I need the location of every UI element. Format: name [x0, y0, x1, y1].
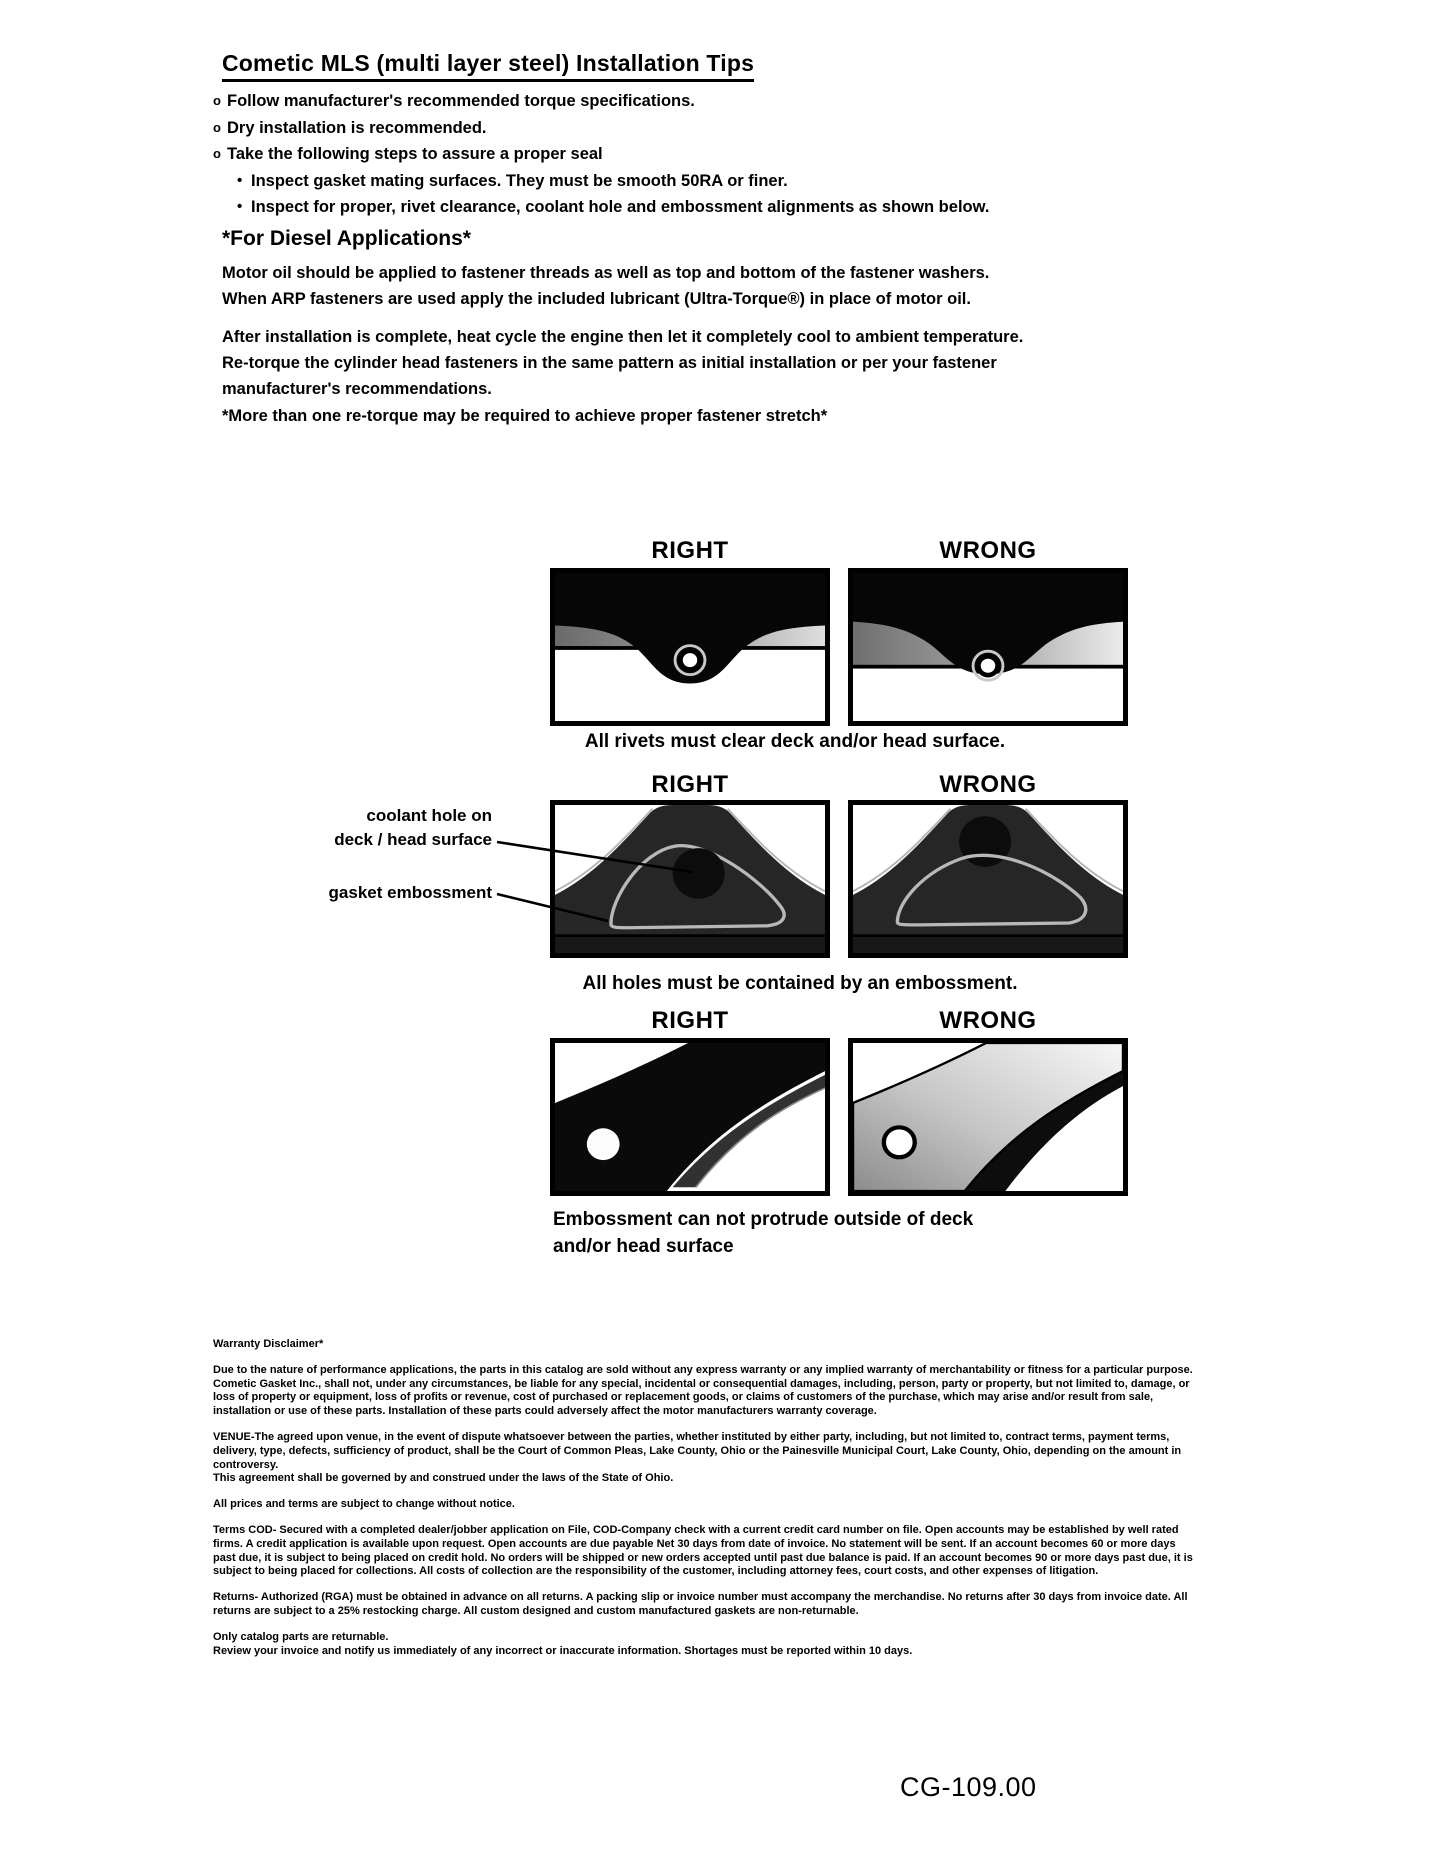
- bullet-icon: •: [237, 198, 243, 215]
- returnable-line-1: Only catalog parts are returnable.: [213, 1630, 389, 1643]
- list-item: [213, 115, 1043, 142]
- returnable-line-2: Review your invoice and notify us immediately of any incorrect or inaccurate information. Shortages must be reported within 10 days.: [213, 1644, 913, 1657]
- figure-protrusion-wrong: [848, 1038, 1128, 1196]
- list-sub-item: [237, 194, 1043, 221]
- figure-rivet-clearance-right: [550, 568, 830, 726]
- caption-holes: All holes must be contained by an embossment.: [582, 973, 1018, 994]
- returns-paragraph: Returns- Authorized (RGA) must be obtained in advance on all returns. A packing slip or invoice number must accompany the merchandise. No returns after 30 days from invoice date. All returns are subject to a 25% restocking charge. All custom designed and custom manufactured gaskets are non-returnable.: [213, 1591, 1188, 1617]
- caption-protrusion: [553, 1206, 973, 1260]
- coolant-hole: [959, 816, 1011, 867]
- callout-text: coolant hole on: [366, 806, 492, 825]
- legal-section: [213, 1338, 1198, 1670]
- hole-contained-wrong-diagram: [853, 805, 1123, 953]
- caption-line: and/or head surface: [553, 1236, 734, 1257]
- page-title: Cometic MLS (multi layer steel) Installation Tips: [222, 50, 754, 82]
- warranty-paragraph: Due to the nature of performance applications, the parts in this catalog are sold without any express warranty or any implied warranty of merchantability or fitness for a particular purpose. Cometic Gasket Inc., shall not, under any circumstances, be liable for any special, incidental or consequential damages, including, person, party or property, but not limited to, damage, or loss of property or equipment, loss of profits or revenue, cost of purchased or replacement goods, or claims of customers of the purchase, which may arise and/or result from sale, installation or use of these parts. Installation of these parts could adversely affect the motor manufacturers warranty coverage.: [213, 1363, 1193, 1418]
- prices-notice: All prices and terms are subject to change without notice.: [213, 1498, 515, 1511]
- coolant-hole: [673, 848, 725, 899]
- protrusion-wrong-diagram: [853, 1043, 1123, 1191]
- warranty-disclaimer-heading: Warranty Disclaimer*: [213, 1338, 324, 1350]
- bullet-icon: •: [237, 171, 243, 189]
- figure-embossment-contain-wrong: [848, 800, 1128, 958]
- venue-governing-law: This agreement shall be governed by and construed under the laws of the State of Ohio.: [213, 1472, 674, 1485]
- wrong-label-row2: WRONG: [939, 771, 1037, 798]
- diesel-paragraph-1: Motor oil should be applied to fastener threads as well as top and bottom of the fastener washers. When ARP fasteners are used apply the included lubricant (Ultra-Torque®) in place of motor oil.: [222, 264, 990, 308]
- callout-coolant-hole: [230, 804, 492, 852]
- rivet-clear-wrong-diagram: [853, 573, 1123, 721]
- bolt-hole: [884, 1127, 915, 1157]
- bullet-icon: o: [213, 119, 221, 135]
- bolt-hole: [587, 1128, 620, 1160]
- right-label-row1: RIGHT: [651, 537, 729, 564]
- terms-paragraph: Terms COD- Secured with a completed dealer/jobber application on File, COD-Company check with a current credit card number on file. Open accounts may be established by well rated firms. A credit application is available upon request. Open accounts are due payable Net 30 days from date of invoice. No statement will be sent. If an account becomes 60 or more days past due, it is subject to being placed on credit hold. No orders will be shipped or new orders accepted until past due balance is paid. If an account becomes 90 or more days past due, it is subject to being placed for collections. All costs of collection are the responsibility of the customer, including attorney fees, court costs, and other expenses of litigation.: [213, 1523, 1193, 1578]
- callout-text: gasket embossment: [328, 883, 492, 902]
- protrusion-right-diagram: [555, 1043, 825, 1191]
- caption-rivets: All rivets must clear deck and/or head surface.: [584, 731, 1006, 752]
- wrong-label-row3: WRONG: [939, 1007, 1037, 1034]
- bullet-icon: o: [213, 146, 221, 161]
- caption-line: Embossment can not protrude outside of deck: [553, 1209, 974, 1230]
- list-item-text: Inspect gasket mating surfaces. They must be smooth 50RA or finer.: [251, 171, 788, 190]
- list-item-text: Dry installation is recommended.: [227, 118, 487, 137]
- hole-contained-right-diagram: [555, 805, 825, 953]
- bullet-icon: o: [213, 93, 221, 108]
- list-item: [213, 141, 1043, 168]
- list-item-text: Follow manufacturer's recommended torque specifications.: [227, 92, 695, 110]
- callout-text: deck / head surface: [334, 830, 492, 849]
- list-item-text: Take the following steps to assure a proper seal: [227, 145, 603, 163]
- installation-tips-list: [213, 88, 1043, 221]
- diesel-section-heading: *For Diesel Applications*: [222, 227, 471, 250]
- right-label-row2: RIGHT: [651, 771, 729, 798]
- figure-rivet-clearance-wrong: [848, 568, 1128, 726]
- list-item: [213, 88, 1043, 115]
- right-label-row3: RIGHT: [651, 1007, 729, 1034]
- figure-embossment-contain-right: [550, 800, 830, 958]
- venue-paragraph: VENUE-The agreed upon venue, in the event of dispute whatsoever between the parties, whether instituted by either party, including, but not limited to, contract terms, payment terms, delivery, type, defects, sufficiency of product, shall be the Court of Common Pleas, Lake County, Ohio or the Painesville Municipal Court, Lake County, Ohio, depending on the amount in controversy.: [213, 1430, 1182, 1471]
- rivet-clear-right-diagram: [555, 573, 825, 721]
- retorque-note: *More than one re-torque may be required to achieve proper fastener stretch*: [222, 407, 828, 425]
- wrong-label-row1: WRONG: [939, 537, 1037, 564]
- callout-gasket-embossment: [230, 881, 492, 905]
- figure-protrusion-right: [550, 1038, 830, 1196]
- list-item-text: Inspect for proper, rivet clearance, coolant hole and embossment alignments as shown below.: [251, 198, 990, 216]
- diesel-paragraph-2: After installation is complete, heat cycle the engine then let it completely cool to ambient temperature. Re-torque the cylinder head fasteners in the same pattern as initial installation or per your fastener manufacturer's recommendations.: [222, 328, 1024, 398]
- page-number: CG-109.00: [900, 1772, 1037, 1802]
- list-sub-item: [237, 168, 1043, 195]
